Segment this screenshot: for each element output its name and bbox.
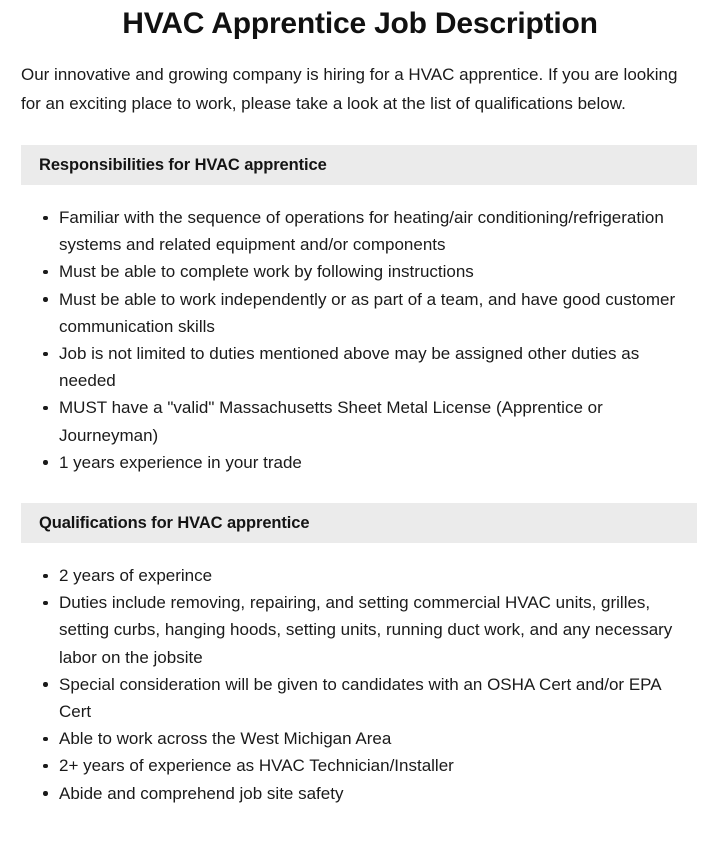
section-responsibilities	[21, 145, 699, 476]
section-heading-label: Qualifications for HVAC apprentice	[39, 514, 310, 533]
list-item: Familiar with the sequence of operations for heating/air conditioning/refrigeration systems and related equipment and/or components	[21, 204, 697, 258]
list-item: 1 years experience in your trade	[21, 449, 697, 476]
section-header-responsibilities	[21, 145, 697, 185]
page-title: HVAC Apprentice Job Description	[122, 7, 598, 40]
list-item: Duties include removing, repairing, and setting commercial HVAC units, grilles, setting curbs, hanging hoods, setting units, running duct work, and any necessary labor on the jobsite	[21, 589, 697, 671]
responsibilities-list	[21, 185, 699, 476]
list-item: 2+ years of experience as HVAC Technician/Installer	[21, 752, 697, 779]
list-item: Special consideration will be given to candidates with an OSHA Cert and/or EPA Cert	[21, 671, 697, 725]
list-item: Abide and comprehend job site safety	[21, 780, 697, 807]
list-item: Must be able to complete work by following instructions	[21, 258, 697, 285]
list-item: Able to work across the West Michigan Area	[21, 725, 697, 752]
list-item: Must be able to work independently or as part of a team, and have good customer communication skills	[21, 286, 697, 340]
list-item: 2 years of experince	[21, 562, 697, 589]
intro-paragraph: Our innovative and growing company is hiring for a HVAC apprentice. If you are looking for an exciting place to work, please take a look at the list of qualifications below.	[21, 65, 678, 113]
list-item: Job is not limited to duties mentioned above may be assigned other duties as needed	[21, 340, 697, 394]
section-qualifications	[21, 503, 699, 807]
qualifications-list	[21, 543, 699, 807]
list-item: MUST have a "valid" Massachusetts Sheet Metal License (Apprentice or Journeyman)	[21, 394, 697, 448]
section-header-qualifications	[21, 503, 697, 543]
section-heading-label: Responsibilities for HVAC apprentice	[39, 156, 327, 174]
